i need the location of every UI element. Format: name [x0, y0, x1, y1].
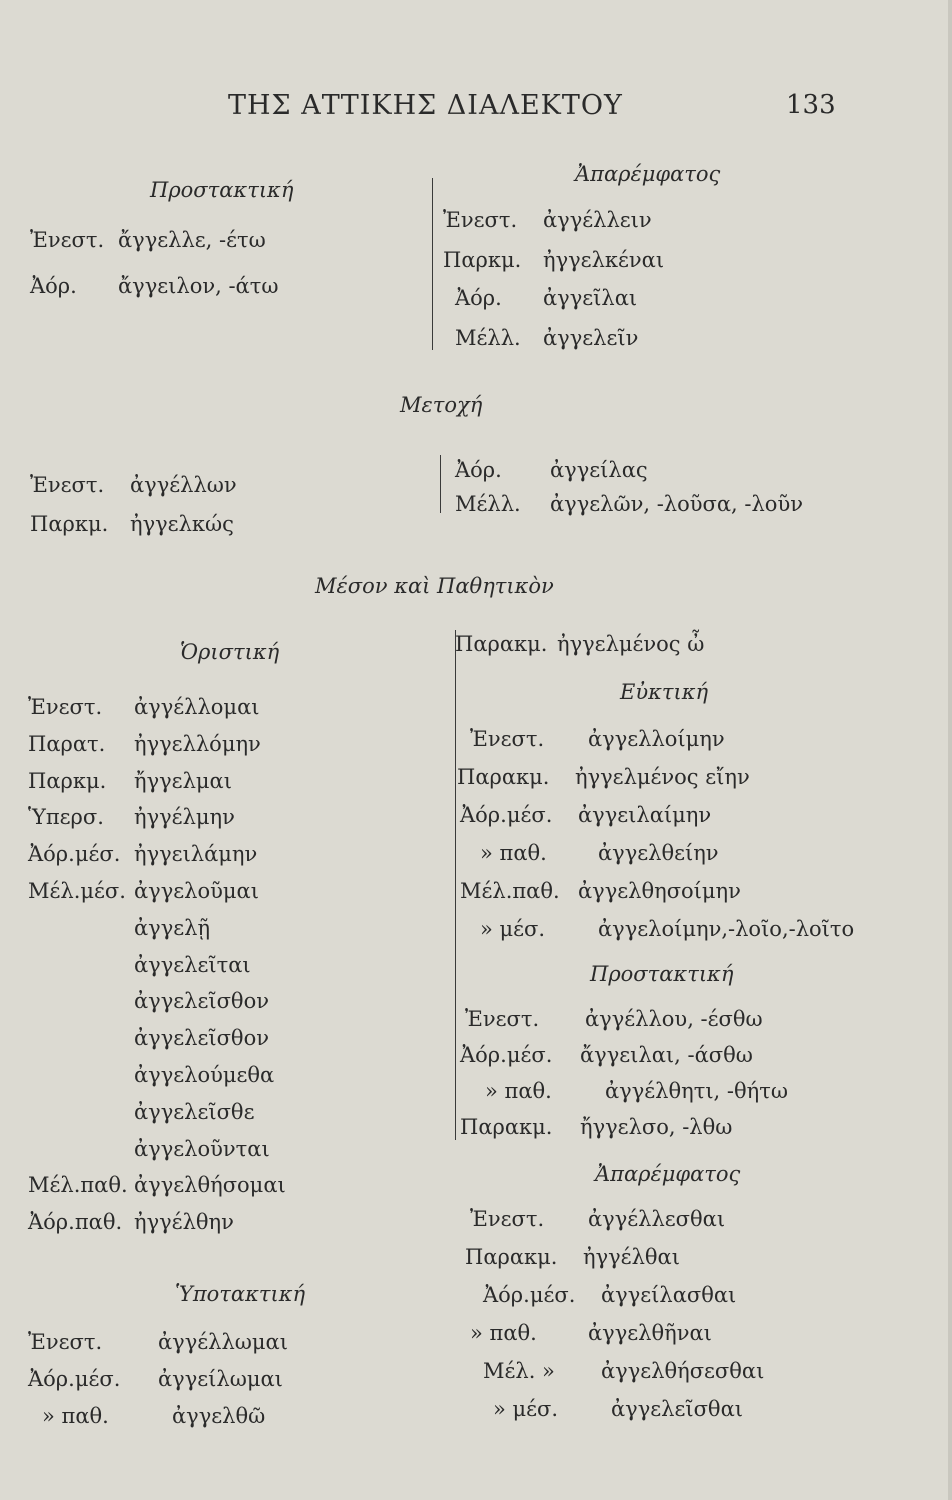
- verb-form: ἄγγειλαι, -άσθω: [580, 1043, 753, 1067]
- mp-infinitive-row: [483, 1359, 765, 1383]
- tense-label: Μέλ.μέσ.: [28, 879, 126, 903]
- tense-label: Ἀόρ.: [30, 274, 77, 298]
- verb-form: ἀγγελῇ: [134, 915, 211, 940]
- tense-label: Ἀόρ.: [455, 286, 502, 310]
- verb-form: ἀγγελθήσομαι: [134, 1173, 286, 1198]
- mp-infinitive-row: [465, 1245, 680, 1269]
- tense-label: Μέλ.παθ.: [28, 1173, 128, 1198]
- active-infinitive-heading: Ἀπαρέμφατος: [575, 162, 721, 186]
- tense-label: » παθ.: [42, 1404, 109, 1428]
- tense-label: Μέλ. »: [483, 1359, 555, 1383]
- verb-form: ἀγγελεῖσθαι: [611, 1397, 743, 1421]
- verb-form: ἤγγελσο, -λθω: [580, 1115, 733, 1139]
- verb-form: ἀγγέλλομαι: [134, 695, 260, 719]
- tense-label: Ἀόρ.παθ.: [28, 1210, 123, 1235]
- tense-label: Ἀόρ.: [455, 458, 502, 482]
- verb-form: ἀγγείλωμαι: [158, 1367, 283, 1391]
- verb-form: ἠγγειλάμην: [134, 842, 258, 867]
- verb-form: ἤγγελμαι: [134, 768, 232, 793]
- verb-form: ἀγγέλλων: [130, 473, 237, 497]
- mp-infinitive-row: [470, 1321, 712, 1345]
- indicative-heading: Ὁριστική: [180, 640, 280, 664]
- tense-label: Ἀόρ.μέσ.: [28, 842, 121, 867]
- tense-label: Ἐνεστ.: [28, 695, 103, 719]
- indicative-row: [28, 768, 232, 793]
- optative-row: [457, 765, 750, 789]
- tense-label: Ἀόρ.μέσ.: [483, 1283, 576, 1307]
- verb-form: ἀγγελεῖσθον: [134, 1026, 269, 1051]
- mp-imperative-row: [460, 1115, 733, 1139]
- tense-label: Μέλλ.: [455, 326, 521, 350]
- verb-form: ἀγγελθῆναι: [588, 1321, 712, 1345]
- verb-form: ἀγγελεῖν: [543, 326, 639, 350]
- verb-form: ἀγγελθῶ: [172, 1404, 266, 1428]
- participle-row: [30, 512, 234, 536]
- page-edge: [948, 0, 952, 1500]
- middle-passive-heading: Μέσον καὶ Παθητικὸν: [315, 574, 554, 598]
- verb-form: ἀγγελοῦμαι: [134, 879, 259, 903]
- tense-label: Ὑπερσ.: [28, 805, 104, 830]
- verb-form: ἀγγελεῖσθον: [134, 989, 269, 1014]
- column-divider: [455, 630, 456, 1140]
- tense-label: Ἐνεστ.: [465, 1007, 540, 1031]
- verb-form: ἠγγέλμην: [134, 805, 235, 830]
- participle-heading: Μετοχή: [400, 393, 483, 417]
- tense-label: Παρατ.: [28, 731, 106, 756]
- verb-form: ἀγγελεῖσθε: [134, 1099, 255, 1124]
- tense-label: » παθ.: [480, 841, 547, 865]
- tense-label: Μέλ.παθ.: [460, 879, 560, 903]
- tense-label: Ἐνεστ.: [30, 473, 105, 497]
- optative-row: [460, 879, 741, 903]
- verb-form: ἀγγελούμεθα: [134, 1063, 275, 1087]
- verb-form: ἠγγελκέναι: [543, 248, 665, 272]
- indicative-row: [28, 879, 259, 903]
- verb-form: ἄγγελλε, -έτω: [118, 228, 266, 252]
- verb-form: ἀγγέλθητι, -θήτω: [605, 1079, 788, 1103]
- mp-imperative-row: [460, 1043, 753, 1067]
- verb-form: ἀγγέλλου, -έσθω: [585, 1007, 763, 1031]
- verb-form: ἠγγελκώς: [130, 512, 234, 536]
- participle-row: [30, 473, 237, 497]
- optative-row: [470, 727, 725, 751]
- active-imperative-row: [30, 274, 279, 298]
- tense-label: Παρακμ.: [465, 1245, 558, 1269]
- mp-infinitive-row: [493, 1397, 743, 1421]
- verb-form: ἠγγελμένος εἴην: [575, 765, 750, 789]
- verb-form: ἀγγέλλωμαι: [158, 1330, 288, 1354]
- tense-label: » μέσ.: [480, 917, 546, 941]
- indicative-row: [28, 731, 261, 756]
- tense-label: Μέλλ.: [455, 492, 521, 516]
- subjunctive-row: [28, 1330, 288, 1354]
- active-imperative-row: [30, 228, 266, 252]
- verb-form: ἄγγειλον, -άτω: [118, 274, 279, 298]
- verb-form: ἠγγελλόμην: [134, 731, 261, 756]
- tense-label: Ἐνεστ.: [30, 228, 105, 252]
- verb-form: ἀγγέλλειν: [543, 208, 652, 232]
- verb-form: ἀγγείλας: [550, 458, 648, 482]
- indicative-row: [28, 842, 258, 867]
- verb-form: ἀγγελοίμην,-λοῖο,-λοῖτο: [598, 917, 855, 941]
- column-divider: [440, 455, 441, 513]
- verb-form: ἀγγελῶν, -λοῦσα, -λοῦν: [550, 492, 803, 516]
- indicative-row: [28, 1173, 286, 1198]
- optative-row: [480, 917, 855, 941]
- tense-label: » παθ.: [485, 1079, 552, 1103]
- active-infinitive-row: [443, 208, 652, 232]
- perfect-subjunctive-row: [455, 632, 705, 656]
- participle-row: [455, 492, 803, 516]
- tense-label: Ἐνεστ.: [443, 208, 518, 232]
- running-header: ΤΗΣ ΑΤΤΙΚΗΣ ΔΙΑΛΕΚΤΟΥ: [228, 90, 623, 121]
- tense-label: Παρκμ.: [28, 768, 107, 793]
- indicative-row: [28, 805, 235, 830]
- indicative-row: [28, 1210, 234, 1235]
- mp-infinitive-row: [470, 1207, 726, 1231]
- page-number: 133: [786, 90, 836, 120]
- tense-label: Παρκμ.: [30, 512, 109, 536]
- active-infinitive-row: [455, 286, 638, 310]
- verb-form: ἀγγελθησοίμην: [578, 879, 741, 903]
- column-divider: [432, 178, 433, 350]
- tense-label: Ἐνεστ.: [28, 1330, 103, 1354]
- tense-label: Ἀόρ.μέσ.: [460, 1043, 553, 1067]
- indicative-row: [28, 695, 260, 719]
- active-imperative-heading: Προστακτική: [150, 178, 294, 202]
- verb-form: ἠγγελμένος ὦ: [557, 632, 705, 656]
- verb-form: ἀγγελθείην: [598, 841, 719, 865]
- tense-label: Ἀόρ.μέσ.: [28, 1367, 121, 1391]
- verb-form: ἀγγέλλεσθαι: [588, 1207, 726, 1231]
- subjunctive-row: [42, 1404, 266, 1428]
- verb-form: ἀγγελθήσεσθαι: [601, 1359, 765, 1383]
- optative-row: [460, 803, 712, 827]
- tense-label: Ἐνεστ.: [470, 1207, 545, 1231]
- verb-form: ἀγγελλοίμην: [588, 727, 725, 751]
- verb-form: ἀγγελεῖται: [134, 952, 251, 977]
- mp-infinitive-heading: Ἀπαρέμφατος: [595, 1162, 741, 1186]
- tense-label: » μέσ.: [493, 1397, 559, 1421]
- tense-label: Παρακμ.: [455, 632, 548, 656]
- verb-form: ἀγγείλασθαι: [601, 1283, 737, 1307]
- verb-form: ἀγγελοῦνται: [134, 1136, 270, 1161]
- verb-form: ἀγγεῖλαι: [543, 286, 638, 310]
- mp-infinitive-row: [483, 1283, 737, 1307]
- verb-form: ἀγγειλαίμην: [578, 803, 712, 827]
- tense-label: » παθ.: [470, 1321, 537, 1345]
- subjunctive-heading: Ὑποτακτική: [175, 1282, 306, 1306]
- tense-label: Παρκμ.: [443, 248, 522, 272]
- tense-label: Παρακμ.: [460, 1115, 553, 1139]
- tense-label: Παρακμ.: [457, 765, 550, 789]
- participle-row: [455, 458, 648, 482]
- verb-form: ἠγγέλθαι: [583, 1245, 680, 1269]
- tense-label: Ἀόρ.μέσ.: [460, 803, 553, 827]
- verb-form: ἠγγέλθην: [134, 1210, 234, 1235]
- optative-heading: Εὐκτική: [620, 680, 709, 704]
- mp-imperative-heading: Προστακτική: [590, 962, 734, 986]
- subjunctive-row: [28, 1367, 283, 1391]
- mp-imperative-row: [465, 1007, 763, 1031]
- tense-label: Ἐνεστ.: [470, 727, 545, 751]
- active-infinitive-row: [455, 326, 639, 350]
- active-infinitive-row: [443, 248, 665, 272]
- mp-imperative-row: [485, 1079, 788, 1103]
- optative-row: [480, 841, 719, 865]
